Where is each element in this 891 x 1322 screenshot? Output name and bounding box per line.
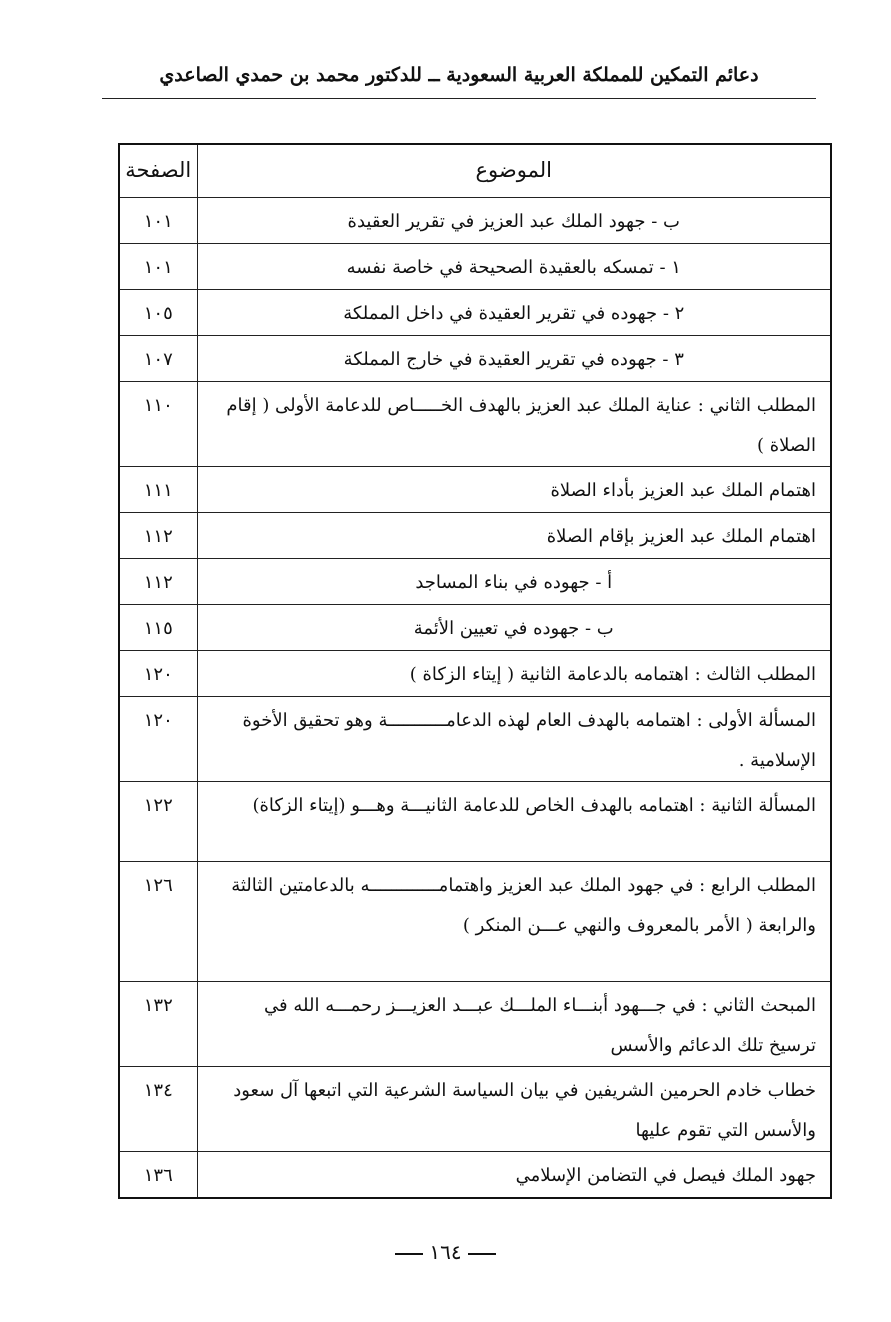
table-row xyxy=(119,336,831,382)
page-cell: ١١٢ xyxy=(119,559,197,605)
topic-column-header: الموضوع xyxy=(197,144,831,198)
table-row xyxy=(119,244,831,290)
topic-cell: المبحث الثاني : في جـــهود أبنـــاء الملـــك عبـــد العزيـــز رحمـــه الله في ترسيخ تلك الدعائم والأسس xyxy=(197,982,831,1067)
table-row xyxy=(119,782,831,862)
page-cell: ١٣٤ xyxy=(119,1067,197,1152)
topic-cell: ب - جهوده في تعيين الأئمة xyxy=(197,605,831,651)
table-row xyxy=(119,982,831,1067)
topic-cell: ٣ - جهوده في تقرير العقيدة في خارج المملكة xyxy=(197,336,831,382)
topic-cell: ٢ - جهوده في تقرير العقيدة في داخل المملكة xyxy=(197,290,831,336)
topic-cell: المطلب الثاني : عناية الملك عبد العزيز بالهدف الخـــــاص للدعامة الأولى ( إقام الصلاة ) xyxy=(197,382,831,467)
page-cell: ١١٥ xyxy=(119,605,197,651)
dash-left xyxy=(468,1253,496,1255)
page-cell: ١٠١ xyxy=(119,244,197,290)
topic-cell: جهود الملك فيصل في التضامن الإسلامي xyxy=(197,1152,831,1199)
table-row xyxy=(119,467,831,513)
page-cell: ١٢٢ xyxy=(119,782,197,862)
page-number xyxy=(0,1240,891,1264)
table-row xyxy=(119,1152,831,1199)
topic-cell: المسألة الثانية : اهتمامه بالهدف الخاص للدعامة الثانيـــة وهـــو (إيتاء الزكاة) xyxy=(197,782,831,862)
table-header-row xyxy=(119,144,831,198)
table-row xyxy=(119,651,831,697)
table-row xyxy=(119,382,831,467)
page-column-header: الصفحة xyxy=(119,144,197,198)
page-cell: ١١١ xyxy=(119,467,197,513)
topic-cell: أ - جهوده في بناء المساجد xyxy=(197,559,831,605)
topic-cell: المطلب الرابع : في جهود الملك عبد العزيز واهتمامـــــــــــــه بالدعامتين الثالثة والرابعة ( الأمر بالمعروف والنهي عـــن المنكر ) xyxy=(197,862,831,982)
topic-cell: المطلب الثالث : اهتمامه بالدعامة الثانية ( إيتاء الزكاة ) xyxy=(197,651,831,697)
table-row xyxy=(119,1067,831,1152)
topic-cell: اهتمام الملك عبد العزيز بإقام الصلاة xyxy=(197,513,831,559)
table-row xyxy=(119,513,831,559)
topic-cell: ب - جهود الملك عبد العزيز في تقرير العقيدة xyxy=(197,198,831,244)
table-row xyxy=(119,605,831,651)
page-cell: ١٢٠ xyxy=(119,697,197,782)
page-number-value: ١٦٤ xyxy=(429,1240,462,1264)
page-cell: ١٠٧ xyxy=(119,336,197,382)
page-cell: ١٠١ xyxy=(119,198,197,244)
page-cell: ١٣٦ xyxy=(119,1152,197,1199)
table-row xyxy=(119,290,831,336)
table-row xyxy=(119,559,831,605)
page-cell: ١٢٦ xyxy=(119,862,197,982)
page-cell: ١١٠ xyxy=(119,382,197,467)
table-row xyxy=(119,862,831,982)
table-row xyxy=(119,198,831,244)
page-cell: ١٣٢ xyxy=(119,982,197,1067)
topic-cell: خطاب خادم الحرمين الشريفين في بيان السياسة الشرعية التي اتبعها آل سعود والأسس التي تقوم عليها xyxy=(197,1067,831,1152)
page-cell: ١١٢ xyxy=(119,513,197,559)
table-row xyxy=(119,697,831,782)
running-header: دعائم التمكين للمملكة العربية السعودية ــ للدكتور محمد بن حمدي الصاعدي xyxy=(102,58,816,99)
topic-cell: ١ - تمسكه بالعقيدة الصحيحة في خاصة نفسه xyxy=(197,244,831,290)
page-cell: ١٠٥ xyxy=(119,290,197,336)
dash-right xyxy=(395,1253,423,1255)
topic-cell: المسألة الأولى : اهتمامه بالهدف العام لهذه الدعامـــــــــــة وهو تحقيق الأخوة الإسلامية . xyxy=(197,697,831,782)
page-cell: ١٢٠ xyxy=(119,651,197,697)
contents-table xyxy=(118,143,832,1199)
topic-cell: اهتمام الملك عبد العزيز بأداء الصلاة xyxy=(197,467,831,513)
